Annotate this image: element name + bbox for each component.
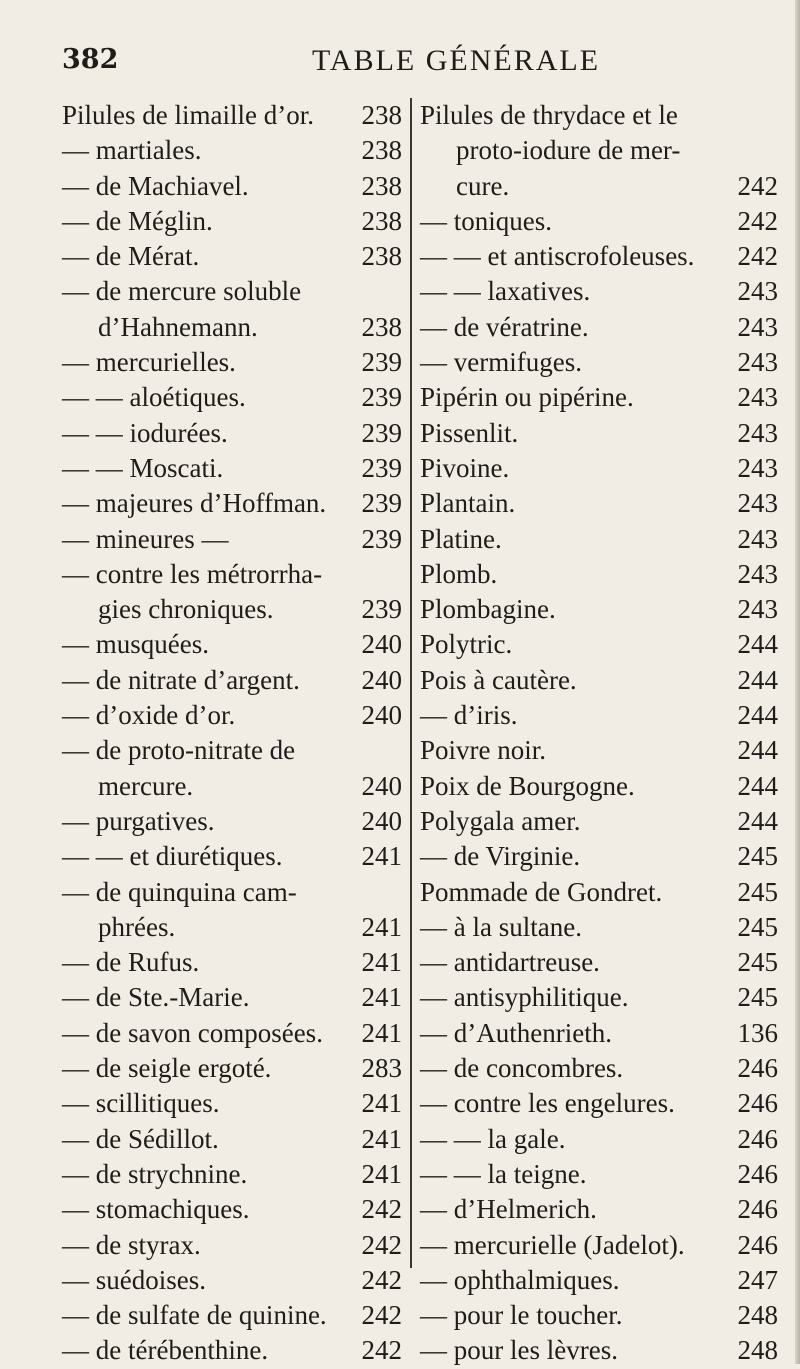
entry-page-number: 242 <box>737 170 778 201</box>
entry-page-number: 241 <box>361 841 402 872</box>
index-entry <box>62 380 402 415</box>
entry-page-number: 243 <box>737 276 778 307</box>
index-entry <box>420 98 778 133</box>
entry-page-number: 241 <box>361 1088 402 1119</box>
index-entry <box>62 1263 402 1298</box>
index-entry <box>420 1298 778 1333</box>
index-entry <box>420 204 778 239</box>
index-entry <box>420 345 778 380</box>
index-entry <box>420 1333 778 1368</box>
entry-text: — de concombres. <box>420 1053 624 1084</box>
entry-page-number: 242 <box>361 1229 402 1260</box>
index-entry <box>62 733 402 768</box>
entry-text: — martiales. <box>62 135 202 166</box>
page-header <box>62 44 722 94</box>
entry-page-number: 241 <box>361 1123 402 1154</box>
entry-page-number: 240 <box>361 629 402 660</box>
entry-page-number: 242 <box>361 1335 402 1366</box>
entry-text: — mineures — <box>62 523 229 554</box>
entry-page-number: 246 <box>737 1053 778 1084</box>
entry-page-number: 238 <box>361 135 402 166</box>
entry-text: — majeures d’Hoffman. <box>62 488 327 519</box>
index-entry <box>420 239 778 274</box>
index-entry <box>62 1333 402 1368</box>
index-entry <box>62 274 402 309</box>
index-entry <box>420 1157 778 1192</box>
entry-page-number: 239 <box>361 488 402 519</box>
entry-text: Pissenlit. <box>420 417 519 448</box>
entry-text: — scillitiques. <box>62 1088 220 1119</box>
entry-text: Platine. <box>420 523 502 554</box>
entry-text: Pilules de limaille d’or. <box>62 100 314 130</box>
entry-text: cure. <box>456 170 510 201</box>
entry-text: — stomachiques. <box>62 1194 250 1225</box>
entry-text: phrées. <box>98 911 176 942</box>
entry-page-number: 241 <box>361 1158 402 1189</box>
entry-text: — purgatives. <box>62 805 215 836</box>
index-entry <box>420 1228 778 1263</box>
entry-page-number: 246 <box>737 1123 778 1154</box>
entry-page-number: 241 <box>361 911 402 942</box>
index-entry <box>62 239 402 274</box>
index-entry <box>420 875 778 910</box>
entry-text: proto-iodure de mer- <box>456 135 681 166</box>
index-entry <box>62 204 402 239</box>
entry-text: — mercurielle (Jadelot). <box>420 1229 685 1260</box>
entry-text: — — iodurées. <box>62 417 228 448</box>
entry-text: Plombagine. <box>420 594 556 625</box>
index-entry <box>62 345 402 380</box>
entry-page-number: 246 <box>737 1229 778 1260</box>
index-entry <box>420 1192 778 1227</box>
index-entry <box>420 133 778 168</box>
index-entry <box>62 627 402 662</box>
entry-page-number: 242 <box>361 1264 402 1295</box>
entry-page-number: 245 <box>737 982 778 1013</box>
index-column-right <box>420 98 778 1369</box>
index-entry <box>62 310 402 345</box>
entry-text: — d’Helmerich. <box>420 1194 597 1225</box>
entry-page-number: 239 <box>361 347 402 378</box>
entry-text: Pois à cautère. <box>420 664 577 695</box>
entry-page-number: 245 <box>737 947 778 978</box>
index-entry <box>420 274 778 309</box>
entry-text: — de Mérat. <box>62 241 200 272</box>
index-entry <box>62 133 402 168</box>
entry-page-number: 241 <box>361 1017 402 1048</box>
entry-text: — d’oxide d’or. <box>62 700 236 731</box>
index-entry <box>62 945 402 980</box>
index-entry <box>62 1051 402 1086</box>
index-entry <box>62 769 402 804</box>
entry-page-number: 238 <box>361 241 402 272</box>
index-entry <box>420 980 778 1015</box>
entry-text: — — la gale. <box>420 1123 566 1154</box>
index-entry <box>420 1122 778 1157</box>
entry-page-number: 244 <box>737 770 778 801</box>
entry-page-number: 244 <box>737 735 778 766</box>
entry-page-number: 238 <box>361 100 402 130</box>
entry-text: — antisyphilitique. <box>420 982 629 1013</box>
index-entry <box>420 945 778 980</box>
entry-page-number: 244 <box>737 664 778 695</box>
index-entry <box>420 486 778 521</box>
entry-text: — d’iris. <box>420 700 518 731</box>
index-entry <box>62 1192 402 1227</box>
index-entry <box>62 804 402 839</box>
entry-page-number: 243 <box>737 382 778 413</box>
entry-page-number: 243 <box>737 417 778 448</box>
page-number: 382 <box>62 44 119 75</box>
entry-text: Plantain. <box>420 488 516 519</box>
index-entry <box>62 980 402 1015</box>
entry-text: — de strychnine. <box>62 1158 248 1189</box>
index-entry <box>420 380 778 415</box>
index-entry <box>62 1016 402 1051</box>
page-title: TABLE GÉNÉRALE <box>312 44 601 77</box>
entry-page-number: 240 <box>361 664 402 695</box>
index-entry <box>62 1122 402 1157</box>
index-entry <box>420 451 778 486</box>
entry-page-number: 239 <box>361 382 402 413</box>
entry-page-number: 246 <box>737 1158 778 1189</box>
entry-text: — musquées. <box>62 629 209 660</box>
entry-text: — — laxatives. <box>420 276 591 307</box>
entry-page-number: 243 <box>737 594 778 625</box>
entry-page-number: 245 <box>737 876 778 907</box>
entry-page-number: 246 <box>737 1194 778 1225</box>
index-column-left <box>62 98 402 1369</box>
entry-text: gies chroniques. <box>98 594 274 625</box>
index-entry <box>62 486 402 521</box>
index-entry <box>62 910 402 945</box>
entry-page-number: 239 <box>361 452 402 483</box>
index-entry <box>420 910 778 945</box>
entry-page-number: 240 <box>361 805 402 836</box>
index-entry <box>420 733 778 768</box>
entry-text: — antidartreuse. <box>420 947 600 978</box>
entry-page-number: 239 <box>361 594 402 625</box>
entry-text: Pivoine. <box>420 452 510 483</box>
entry-text: — contre les métrorrha- <box>62 558 323 589</box>
entry-page-number: 243 <box>737 488 778 519</box>
entry-text: Pipérin ou pipérine. <box>420 382 634 413</box>
entry-page-number: 242 <box>737 241 778 272</box>
entry-text: — pour le toucher. <box>420 1300 623 1331</box>
entry-page-number: 283 <box>361 1053 402 1084</box>
entry-text: — — aloétiques. <box>62 382 246 413</box>
entry-text: — suédoises. <box>62 1264 206 1295</box>
entry-page-number: 239 <box>361 523 402 554</box>
entry-page-number: 238 <box>361 311 402 342</box>
index-entry <box>62 522 402 557</box>
index-entry <box>420 169 778 204</box>
index-entry <box>62 1157 402 1192</box>
index-entry <box>420 663 778 698</box>
entry-text: — de Machiavel. <box>62 170 249 201</box>
entry-page-number: 241 <box>361 947 402 978</box>
entry-text: Plomb. <box>420 558 498 589</box>
index-entry <box>62 451 402 486</box>
entry-page-number: 247 <box>737 1264 778 1295</box>
entry-text: mercure. <box>98 770 194 801</box>
entry-page-number: 245 <box>737 841 778 872</box>
entry-text: Poix de Bourgogne. <box>420 770 635 801</box>
entry-page-number: 242 <box>361 1300 402 1331</box>
entry-page-number: 241 <box>361 982 402 1013</box>
entry-text: — toniques. <box>420 205 552 236</box>
entry-text: — de Sédillot. <box>62 1123 219 1154</box>
entry-page-number: 243 <box>737 523 778 554</box>
entry-page-number: 244 <box>737 805 778 836</box>
entry-page-number: 243 <box>737 347 778 378</box>
index-entry <box>62 875 402 910</box>
entry-text: — — et diurétiques. <box>62 841 283 872</box>
entry-text: — pour les lèvres. <box>420 1335 618 1366</box>
entry-text: — de nitrate d’argent. <box>62 664 300 695</box>
entry-text: Polytric. <box>420 629 513 660</box>
index-entry <box>420 1263 778 1298</box>
entry-text: — — et antiscrofoleuses. <box>420 241 695 272</box>
entry-page-number: 248 <box>737 1300 778 1331</box>
entry-page-number: 240 <box>361 700 402 731</box>
index-entry <box>62 1228 402 1263</box>
index-entry <box>420 416 778 451</box>
entry-text: — de mercure soluble <box>62 276 302 307</box>
index-entry <box>62 592 402 627</box>
index-entry <box>420 839 778 874</box>
entry-text: Poivre noir. <box>420 735 546 766</box>
entry-text: — de seigle ergoté. <box>62 1053 272 1084</box>
index-entry <box>420 522 778 557</box>
entry-page-number: 238 <box>361 170 402 201</box>
entry-text: — mercurielles. <box>62 347 236 378</box>
index-entry <box>420 1016 778 1051</box>
entry-page-number: 244 <box>737 700 778 731</box>
index-entry <box>420 769 778 804</box>
index-entry <box>62 839 402 874</box>
page-edge <box>795 0 800 1364</box>
entry-text: — de térébenthine. <box>62 1335 269 1366</box>
entry-page-number: 245 <box>737 911 778 942</box>
entry-text: — de vératrine. <box>420 311 589 342</box>
entry-page-number: 243 <box>737 558 778 589</box>
index-entry <box>420 804 778 839</box>
entry-page-number: 136 <box>737 1017 778 1048</box>
index-entry <box>420 1051 778 1086</box>
entry-text: — de proto-nitrate de <box>62 735 296 766</box>
entry-text: Pommade de Gondret. <box>420 876 663 907</box>
entry-text: — de sulfate de quinine. <box>62 1300 327 1331</box>
entry-text: — d’Authenrieth. <box>420 1017 612 1048</box>
index-entry <box>62 698 402 733</box>
entry-text: — contre les engelures. <box>420 1088 675 1119</box>
index-entry <box>62 1086 402 1121</box>
entry-text: — de styrax. <box>62 1229 201 1260</box>
entry-text: — de Virginie. <box>420 841 581 872</box>
entry-text: — à la sultane. <box>420 911 582 942</box>
entry-page-number: 246 <box>737 1088 778 1119</box>
index-entry <box>62 98 402 133</box>
index-entry <box>62 557 402 592</box>
entry-page-number: 242 <box>361 1194 402 1225</box>
entry-page-number: 248 <box>737 1335 778 1366</box>
entry-text: — de savon composées. <box>62 1017 323 1048</box>
index-entry <box>62 416 402 451</box>
entry-page-number: 240 <box>361 770 402 801</box>
index-entry <box>420 592 778 627</box>
entry-text: d’Hahnemann. <box>98 311 258 342</box>
column-divider <box>410 98 412 1268</box>
entry-text: — de quinquina cam- <box>62 876 297 907</box>
index-entry <box>62 1298 402 1333</box>
entry-text: — — Moscati. <box>62 452 224 483</box>
entry-page-number: 243 <box>737 452 778 483</box>
entry-text: Pilules de thrydace et le <box>420 100 678 130</box>
entry-text: — vermifuges. <box>420 347 582 378</box>
index-entry <box>420 698 778 733</box>
entry-text: — — la teigne. <box>420 1158 587 1189</box>
entry-page-number: 244 <box>737 629 778 660</box>
entry-text: — de Ste.-Marie. <box>62 982 250 1013</box>
index-entry <box>420 310 778 345</box>
index-entry <box>420 1086 778 1121</box>
entry-page-number: 242 <box>737 205 778 236</box>
index-entry <box>62 663 402 698</box>
index-entry <box>420 557 778 592</box>
entry-text: Polygala amer. <box>420 805 581 836</box>
entry-text: — de Méglin. <box>62 205 213 236</box>
entry-page-number: 239 <box>361 417 402 448</box>
entry-text: — de Rufus. <box>62 947 200 978</box>
index-entry <box>420 627 778 662</box>
index-entry <box>62 169 402 204</box>
entry-page-number: 243 <box>737 311 778 342</box>
entry-page-number: 238 <box>361 205 402 236</box>
entry-text: — ophthalmiques. <box>420 1264 620 1295</box>
